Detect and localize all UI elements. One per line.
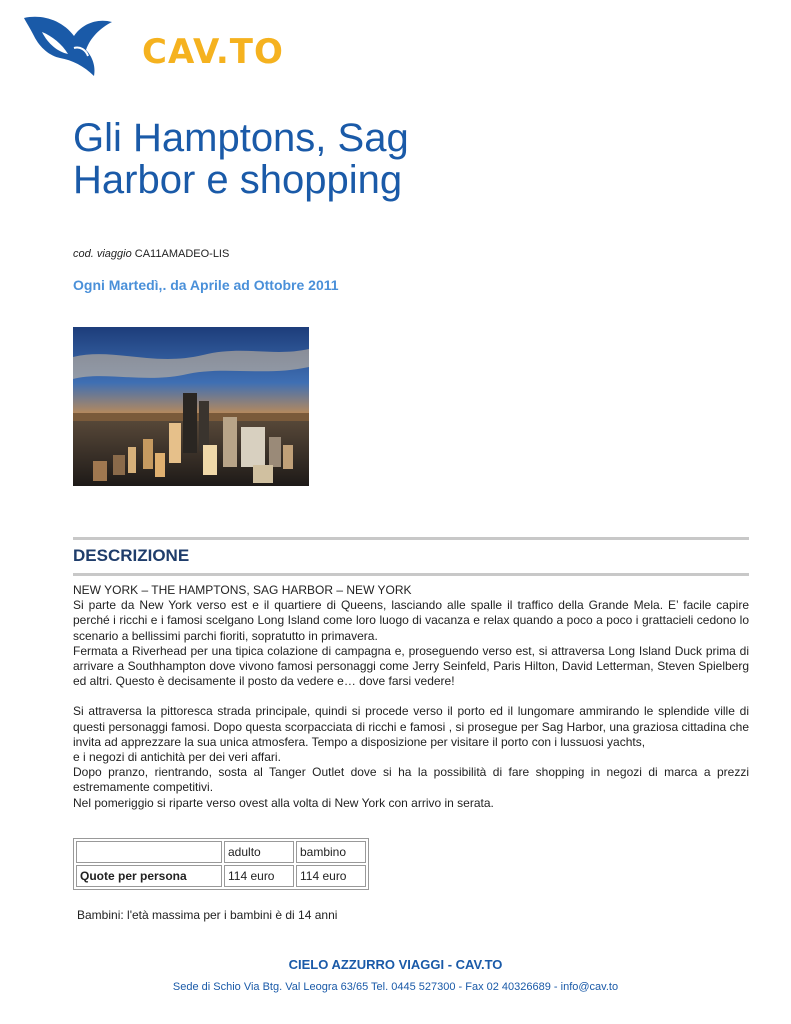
table-header-cell — [76, 841, 222, 863]
trip-code-label: cod. viaggio — [73, 248, 132, 260]
trip-code — [73, 248, 229, 260]
logo — [22, 10, 284, 80]
table-row — [76, 841, 366, 863]
table-header-cell: bambino — [296, 841, 366, 863]
description-text — [73, 583, 749, 811]
description-paragraph: e i negozi di antichità per dei veri affari. — [73, 750, 281, 765]
section-heading: DESCRIZIONE — [73, 546, 190, 565]
table-cell: 114 euro — [296, 865, 366, 887]
bird-logo-icon — [22, 10, 132, 80]
table-cell: 114 euro — [224, 865, 294, 887]
description-paragraph: Dopo pranzo, rientrando, sosta al Tanger Outlet dove si ha la possibilità di fare shopping in negozi di marca a prezzi estremamente competitivi. — [73, 765, 749, 795]
trip-dates: Ogni Martedì,. da Aprile ad Ottobre 2011 — [73, 277, 339, 293]
table-row — [76, 865, 366, 887]
table-row-label: Quote per persona — [76, 865, 222, 887]
description-paragraph: Si attraversa la pittoresca strada principale, quindi si procede verso il porto ed il lungomare ammirando le splendide ville di questi personaggi famosi. Dopo questa scorpacciata di ricchi e famosi , si prosegue per Sag Harbor, una graziosa cittadina che invita ad apprezzare la sua unica atmosfera. Tempo a disposizione per visitare il porto con i lussuosi yachts, — [73, 704, 749, 749]
description-paragraph: Si parte da New York verso est e il quartiere di Queens, lasciando alle spalle il traffico della Grande Mela. E’ facile capire perché i ricchi e i famosi scelgano Long Island come loro luogo di vacanza e relax quando a poco a poco i grattacieli cedono lo scenario a bellissimi parchi fioriti, sopratutto in primavera. — [73, 598, 749, 643]
logo-text: CAV.TO — [142, 32, 284, 72]
price-table — [73, 838, 369, 890]
divider-bottom — [73, 573, 749, 576]
description-paragraph: Fermata a Riverhead per una tipica colazione di campagna e, proseguendo verso est, si attraversa Long Island Duck prima di arrivare a Southhampton dove vivono famosi personaggi come Jerry Seinfeld, Paris Hilton, David Letterman, Steven Spielberg ed altri. Questo è decisamente il posto da vedere e… dove farsi vedere! — [73, 643, 749, 689]
divider-top — [73, 537, 749, 540]
footer-company: CIELO AZZURRO VIAGGI - CAV.TO — [288, 957, 503, 972]
footer-address: Sede di Schio Via Btg. Val Leogra 63/65 Tel. 0445 527300 - Fax 02 40326689 - info@cav.to — [172, 981, 619, 993]
children-note: Bambini: l'età massima per i bambini è di 14 anni — [77, 908, 338, 922]
trip-code-value: CA11AMADEO-LIS — [134, 248, 230, 260]
description-paragraph: Nel pomeriggio si riparte verso ovest alla volta di New York con arrivo in serata. — [73, 795, 494, 810]
table-header-cell: adulto — [224, 841, 294, 863]
description-paragraph: NEW YORK – THE HAMPTONS, SAG HARBOR – NEW YORK — [73, 583, 412, 597]
city-skyline-photo — [73, 327, 309, 486]
page-title: Gli Hamptons, Sag Harbor e shopping — [73, 116, 409, 202]
